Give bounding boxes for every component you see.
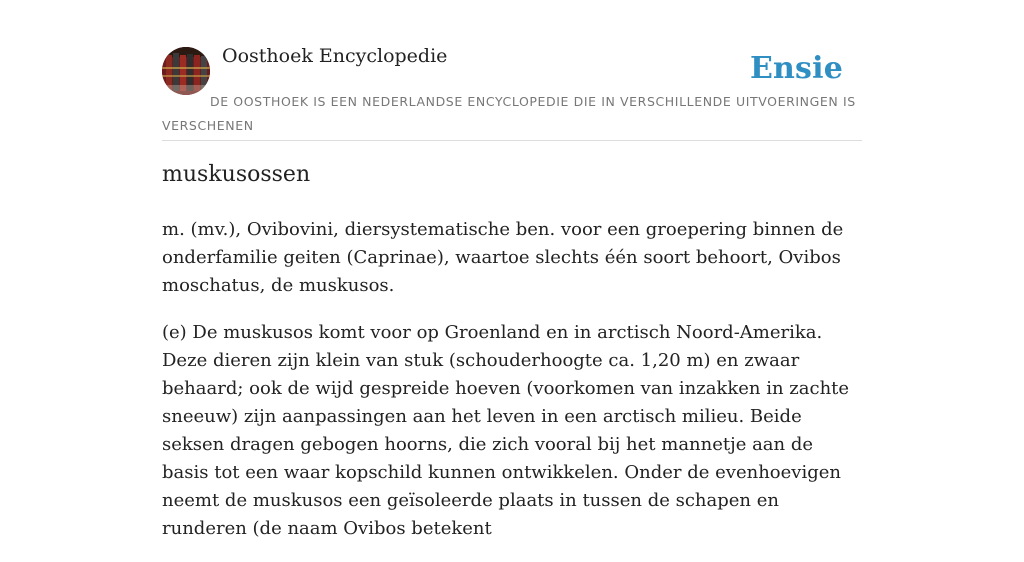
article-paragraph: (e) De muskusos komt voor op Groenland en in arctisch Noord-Amerika. Deze dieren zijn klein van stuk (schouderhoogte ca. 1,20 m) en zwaar behaard; ook de wijd gespreide hoeven (voorkomen van inzakken in zachte sneeuw) zijn aanpassingen aan het leven in een arctisch milieu. Beide seksen dragen gebogen hoorns, die zich vooral bij het mannetje aan de basis tot een waar kopschild kunnen ontwikkelen. Onder de evenhoevigen neemt de muskusos een geïsoleerde plaats in tussen de schapen en runderen (de naam Ovibos betekent	[162, 322, 850, 539]
article-paragraph: m. (mv.), Ovibovini, diersystematische ben. voor een groepering binnen de onderfamilie geiten (Caprinae), waartoe slechts één soort behoort, Ovibos moschatus, de muskusos.	[162, 219, 844, 296]
encyclopedia-books-icon[interactable]	[162, 47, 210, 95]
article-title: muskusossen	[162, 162, 311, 187]
publication-tagline: DE OOSTHOEK IS EEN NEDERLANDSE ENCYCLOPEDIE DIE IN VERSCHILLENDE UITVOERINGEN IS VERSCHENEN	[162, 94, 856, 133]
brand-logo-link[interactable]: Ensie	[749, 51, 843, 86]
publication-name-link[interactable]: Oosthoek Encyclopedie	[222, 45, 448, 67]
page	[162, 0, 862, 539]
header	[162, 0, 862, 141]
article-body	[162, 216, 862, 562]
